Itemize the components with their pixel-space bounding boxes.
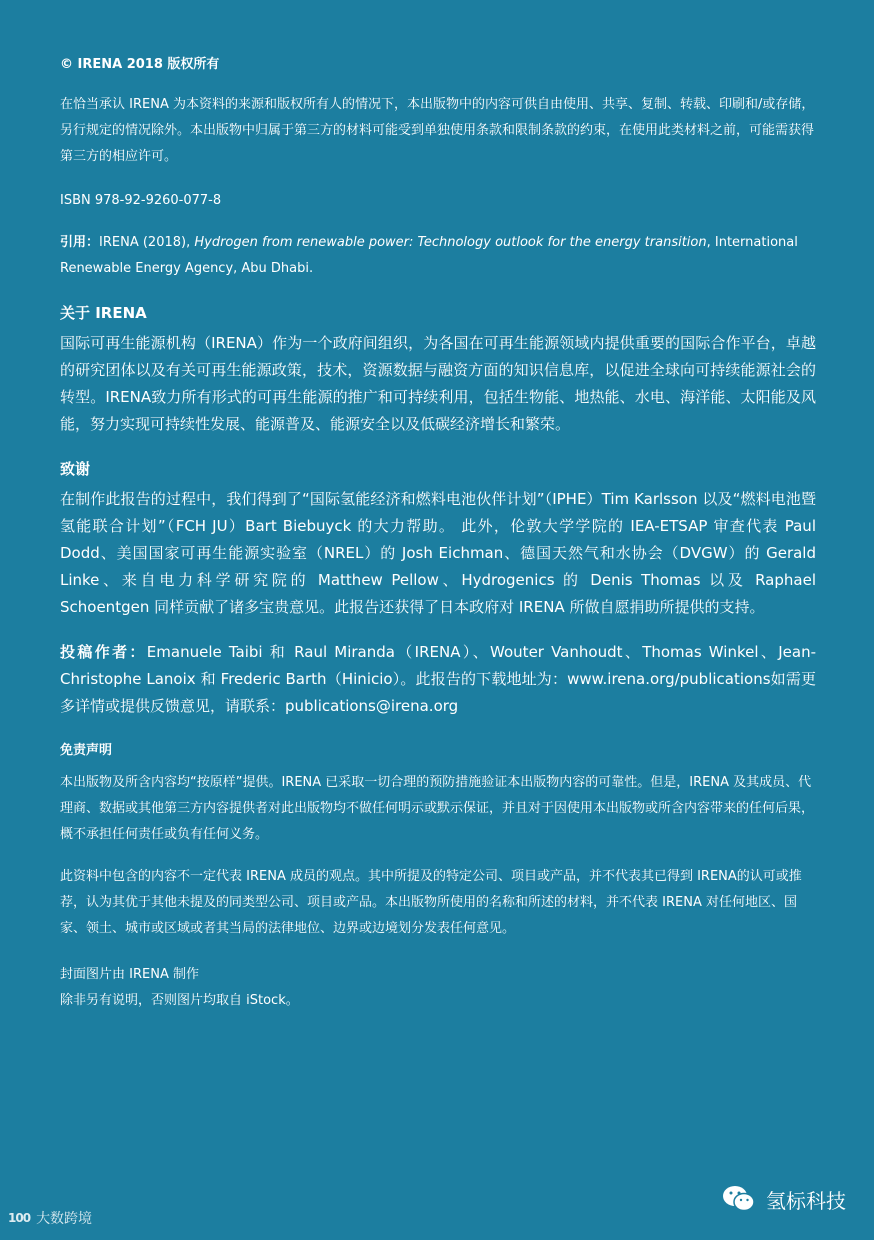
watermark-left-logo: 100 [8, 1211, 31, 1225]
isbn: ISBN 978-92-9260-077-8 [60, 193, 222, 208]
citation-post: , International Renewable Energy Agency, Abu Dhabi. [60, 235, 798, 276]
copyright-body: 在恰当承认 IRENA 为本资料的来源和版权所有人的情况下，本出版物中的内容可供自由使用、共享、复制、转载、印刷和/或存储，另行规定的情况除外。本出版物中归属于第三方的材料可能受到单独使用条款和限制条款的约束，在使用此类材料之前，可能需获得第三方的相应许可。 [60, 97, 815, 164]
credits-line2: 除非另有说明，否则图片均取自 iStock。 [60, 993, 299, 1008]
watermark-left [8, 1208, 92, 1228]
citation-pre: IRENA (2018), [99, 235, 195, 250]
credits-line1: 封面图片由 IRENA 制作 [60, 967, 199, 982]
contributors [60, 639, 816, 720]
about-body: 国际可再生能源机构（IRENA）作为一个政府间组织，为各国在可再生能源领域内提供重要的国际合作平台，卓越的研究团体以及有关可再生能源政策，技术，资源数据与融资方面的知识信息库，以促进全球向可持续能源社会的转型。IRENA致力所有形式的可再生能源的推广和可持续利用，包括生物能、地热能、水电、海洋能、太阳能及风能，努力实现可持续性发展、能源普及、能源安全以及低碳经济增长和繁荣。 [60, 334, 816, 433]
acknowledgements-body: 在制作此报告的过程中，我们得到了“国际氢能经济和燃料电池伙伴计划”（IPHE）Tim Karlsson 以及“燃料电池暨氢能联合计划”（FCH JU）Bart Biebuyck 的大力帮助。 此外，伦敦大学学院的 IEA-ETSAP 审查代表 Paul Dodd、美国国家可再生能源实验室（NREL）的 Josh Eichman、德国天然气和水协会（DVGW）的 Gerald Linke、来自电力科学研究院的 Matthew Pellow、Hydrogenics 的 Denis Thomas 以及 Raphael Schoentgen 同样贡献了诸多宝贵意见。此报告还获得了日本政府对 IRENA 所做自愿捐助所提供的支持。 [60, 490, 816, 616]
page-content [60, 52, 816, 1014]
contributors-label: 投稿作者： [60, 643, 147, 661]
about-heading: 关于 IRENA [60, 304, 147, 322]
acknowledgements-heading: 致谢 [60, 460, 91, 478]
disclaimer-heading: 免责声明 [60, 743, 113, 758]
wechat-icon [722, 1184, 756, 1214]
copyright-title: © IRENA 2018 版权所有 [60, 57, 220, 72]
contributors-body: Emanuele Taibi 和 Raul Miranda（IRENA）、Wouter Vanhoudt、Thomas Winkel、Jean-Christophe Lanoix 和 Frederic Barth（Hinicio）。此报告的下载地址为：www.irena.org/publications如需更多详情或提供反馈意见，请联系：publications@irena.org [60, 643, 816, 715]
watermark-right-text: 氢标科技 [766, 1188, 846, 1213]
watermark-right [722, 1184, 846, 1214]
citation-label: 引用： [60, 235, 100, 250]
citation-title: Hydrogen from renewable power: Technology outlook for the energy transition [194, 235, 707, 250]
disclaimer-para1: 本出版物及所含内容均“按原样”提供。IRENA 已采取一切合理的预防措施验证本出版物内容的可靠性。但是，IRENA 及其成员、代理商、数据或其他第三方内容提供者对此出版物均不做任何明示或默示保证，并且对于因使用本出版物或所含内容带来的任何后果，概不承担任何责任或负有任何义务。 [60, 775, 815, 842]
citation [60, 230, 816, 282]
disclaimer-para2: 此资料中包含的内容不一定代表 IRENA 成员的观点。其中所提及的特定公司、项目或产品，并不代表其已得到 IRENA的认可或推荐，认为其优于其他未提及的同类型公司、项目或产品。本出版物所使用的名称和所述的材料，并不代表 IRENA 对任何地区、国家、领土、城市或区域或者其当局的法律地位、边界或边境划分发表任何意见。 [60, 869, 802, 936]
watermark-left-text: 大数跨境 [36, 1211, 93, 1227]
